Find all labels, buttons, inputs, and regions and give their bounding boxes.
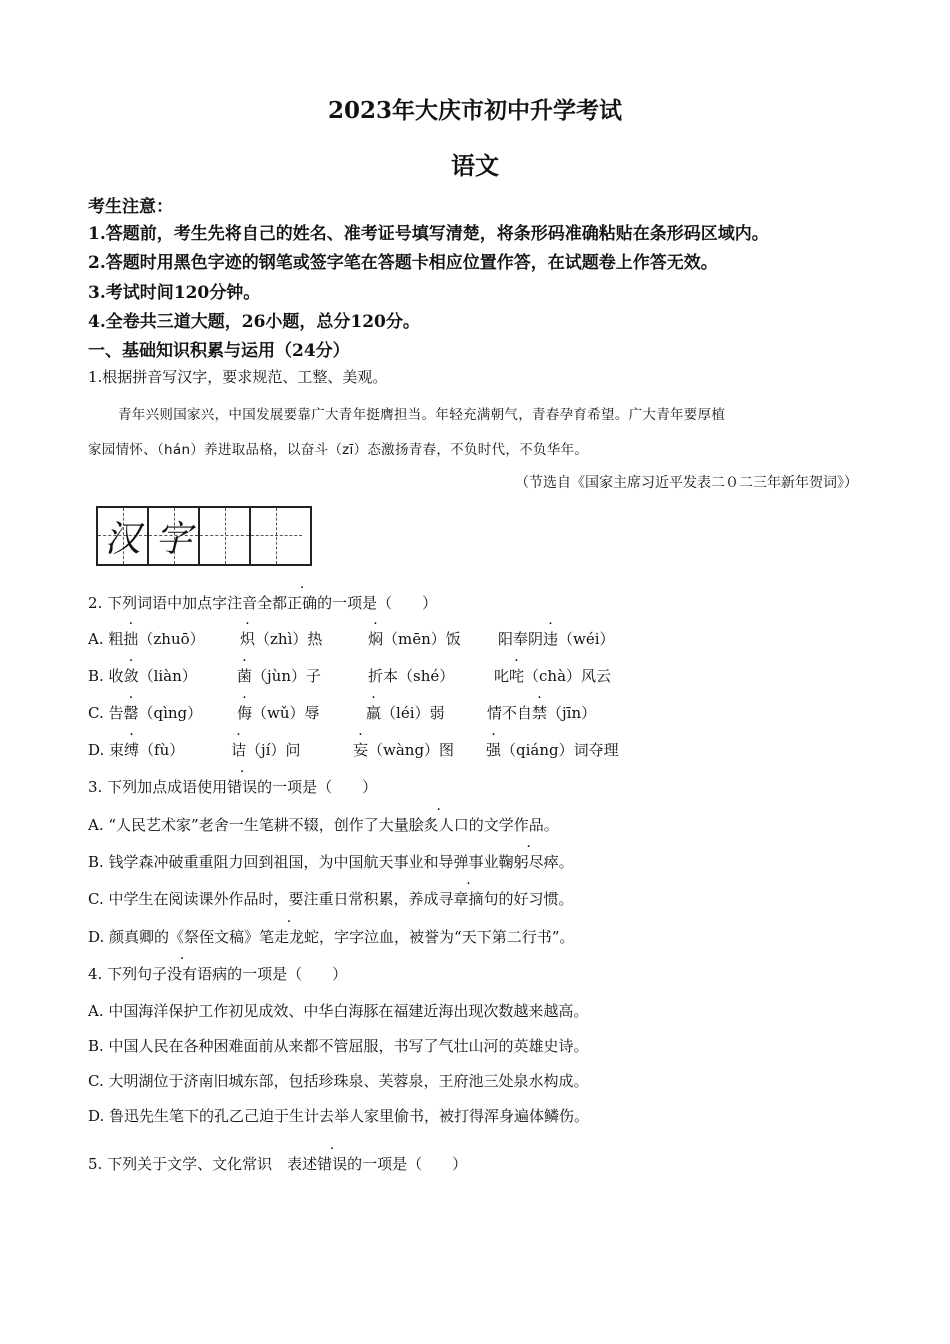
dotted-char: 咤	[509, 667, 525, 685]
q5-prompt-text: 的一项是（ ）	[347, 1155, 468, 1173]
q4-prompt	[88, 963, 347, 984]
opt-text: A. “人民艺术家”老舍一生笔耕不辍，创作了大量	[88, 816, 409, 834]
opt-text: （qìng）	[138, 704, 203, 722]
dotted-idiom: 鞠躬尽瘁	[498, 853, 559, 871]
opt-text: （fù）	[139, 741, 185, 759]
subject-title: 语文	[451, 151, 499, 180]
q1-passage-line1: 青年兴则国家兴，中国发展要靠广大青年挺膺担当。年轻充满朝气，青春孕育希望。广大青年要厚植	[118, 407, 726, 423]
grid-cell	[98, 508, 149, 564]
opt-text: （jùn）子	[252, 667, 321, 685]
hanzi-writing-grid	[96, 506, 312, 566]
opt-text: 情不自	[487, 704, 533, 722]
emphasis-dots: 错误	[227, 778, 258, 796]
q2-option-d	[88, 739, 184, 760]
q2-option-a	[88, 628, 205, 649]
grid-char: 字	[155, 519, 192, 560]
q2-prompt-text: 的一项是（ ）	[317, 594, 438, 612]
q5-prompt-text: 5. 下列关于文学、文化常识 表述	[88, 1155, 318, 1173]
q2-option-c-2	[237, 702, 320, 723]
dotted-char: 强	[486, 741, 502, 759]
q2-option-b-3	[368, 665, 454, 686]
opt-text: shé	[413, 667, 440, 685]
emphasis-dots: 错误	[317, 1155, 348, 1173]
dotted-char: 罄	[123, 704, 139, 722]
q2-option-c	[88, 702, 202, 723]
dotted-char: 敛	[123, 667, 139, 685]
q5-prompt	[88, 1153, 467, 1174]
notice-item: 4.全卷共三道大题，26小题，总分120分。	[88, 312, 420, 332]
opt-text: D. 颜真卿的《祭侄文稿》	[88, 928, 260, 946]
notice-item: 2.答题时用黑色字迹的钢笔或签字笔在答题卡相应位置作答，在试题卷上作答无效。	[88, 253, 718, 273]
q2-option-b-2	[237, 665, 321, 686]
q3-prompt	[88, 776, 377, 797]
dotted-char: 诘	[231, 741, 247, 759]
opt-text: C. 中学生在阅读课外作品时，要注重日常积累，养成	[88, 890, 439, 908]
dotted-idiom: 寻章摘句	[438, 890, 499, 908]
grid-cell	[251, 508, 302, 564]
q3-prompt-text: 的一项是（ ）	[257, 778, 378, 796]
opt-text: （zhì）热	[255, 630, 323, 648]
opt-text: （léi）弱	[381, 704, 445, 722]
opt-text: （jīn）	[547, 704, 597, 722]
emphasis-dots: 没有	[167, 965, 198, 983]
dotted-char: 违	[543, 630, 559, 648]
q1-source: （节选自《国家主席习近平发表二０二三年新年贺词》）	[515, 475, 858, 491]
q2-option-c-3	[366, 702, 445, 723]
dotted-char: 禁	[532, 704, 548, 722]
q2-option-d-2	[231, 739, 300, 760]
opt-text: 的文学作品。	[468, 816, 559, 834]
grid-char: 汉	[104, 519, 141, 560]
q4-option-d: D. 鲁迅先生笔下的孔乙己迫于生计去举人家里偷书，被打得浑身遍体鳞伤。	[88, 1107, 590, 1125]
q1-passage-line2: 家园情怀、（hán）养进取品格，以奋斗（zī）态激扬青春，不负时代，不负华年。	[88, 442, 589, 458]
opt-text: （wéi）	[558, 630, 615, 648]
q4-prompt-text: 语病的一项是（ ）	[197, 965, 348, 983]
q4-prompt-text: 4. 下列句子	[88, 965, 168, 983]
q1-prompt: 1.根据拼音写汉字，要求规范、工整、美观。	[88, 368, 388, 386]
q3-option-b	[88, 851, 574, 872]
opt-text: 折本（	[368, 667, 414, 685]
q2-option-a-4	[498, 628, 615, 649]
opt-text: （wàng）图	[368, 741, 455, 759]
exam-title: 2023年大庆市初中升学考试	[327, 97, 622, 124]
q4-option-c: C. 大明湖位于济南旧城东部，包括珍珠泉、芙蓉泉，王府池三处泉水构成。	[88, 1072, 589, 1090]
opt-text: B. 收	[88, 667, 124, 685]
q2-option-b	[88, 665, 197, 686]
opt-text: ，字字泣血，被誉为“天下第二行书”。	[319, 928, 575, 946]
q2-prompt	[88, 592, 437, 613]
grid-cell	[200, 508, 251, 564]
opt-text: 的好习惯。	[498, 890, 574, 908]
q4-option-b: B. 中国人民在各种困难面前从来都不管屈服，书写了气壮山河的英雄史诗。	[88, 1037, 589, 1055]
q2-option-a-2	[240, 628, 322, 649]
dotted-char: 妄	[353, 741, 369, 759]
grid-cell	[149, 508, 200, 564]
opt-text: ）	[439, 667, 455, 685]
opt-text: （mēn）饭	[383, 630, 461, 648]
q3-option-a	[88, 814, 559, 835]
q2-option-a-3	[368, 628, 461, 649]
opt-text: （wǔ）辱	[252, 704, 320, 722]
opt-text: C. 告	[88, 704, 124, 722]
opt-text: （liàn）	[138, 667, 197, 685]
opt-text: （zhuō）	[138, 630, 205, 648]
notice-heading: 考生注意：	[88, 197, 173, 217]
dotted-char: 缚	[124, 741, 140, 759]
opt-text: B. 钱学森冲破重重阻力回到祖国，为中国航天事业和导弹事业	[88, 853, 499, 871]
q3-option-c	[88, 888, 574, 909]
opt-text: 叱	[494, 667, 510, 685]
dotted-char: 羸	[366, 704, 382, 722]
dotted-char: 菌	[237, 667, 253, 685]
opt-text: （chà）风云	[524, 667, 612, 685]
q2-prompt-text: 2. 下列词语中加点字注音全都	[88, 594, 288, 612]
notice-item: 3.考试时间120分钟。	[88, 283, 261, 303]
opt-text: （jí）问	[246, 741, 301, 759]
section-heading: 一、基础知识积累与运用（24分）	[88, 341, 350, 361]
notice-item: 1.答题前，考生先将自己的姓名、准考证号填写清楚，将条形码准确粘贴在条形码区域内。	[88, 224, 769, 244]
dotted-idiom: 脍炙人口	[408, 816, 469, 834]
opt-text: A. 粗	[88, 630, 124, 648]
q2-option-d-3	[353, 739, 454, 760]
q4-option-a: A. 中国海洋保护工作初见成效、中华白海豚在福建近海出现次数越来越高。	[88, 1002, 589, 1020]
q2-option-d-4	[486, 739, 619, 760]
opt-text: 。	[558, 853, 574, 871]
dotted-idiom: 笔走龙蛇	[259, 928, 320, 946]
dotted-char: 炽	[240, 630, 256, 648]
q3-option-d	[88, 926, 574, 947]
dotted-char: 焖	[368, 630, 384, 648]
q3-prompt-text: 3. 下列加点成语使用	[88, 778, 228, 796]
opt-text: D. 束	[88, 741, 125, 759]
q2-option-b-4	[494, 665, 611, 686]
q2-option-c-4	[487, 702, 596, 723]
dotted-char: 侮	[237, 704, 253, 722]
opt-text: 阳奉阴	[498, 630, 544, 648]
opt-text: （qiáng）词夺理	[501, 741, 619, 759]
emphasis-dots: 正确	[287, 594, 318, 612]
dotted-char: 拙	[123, 630, 139, 648]
